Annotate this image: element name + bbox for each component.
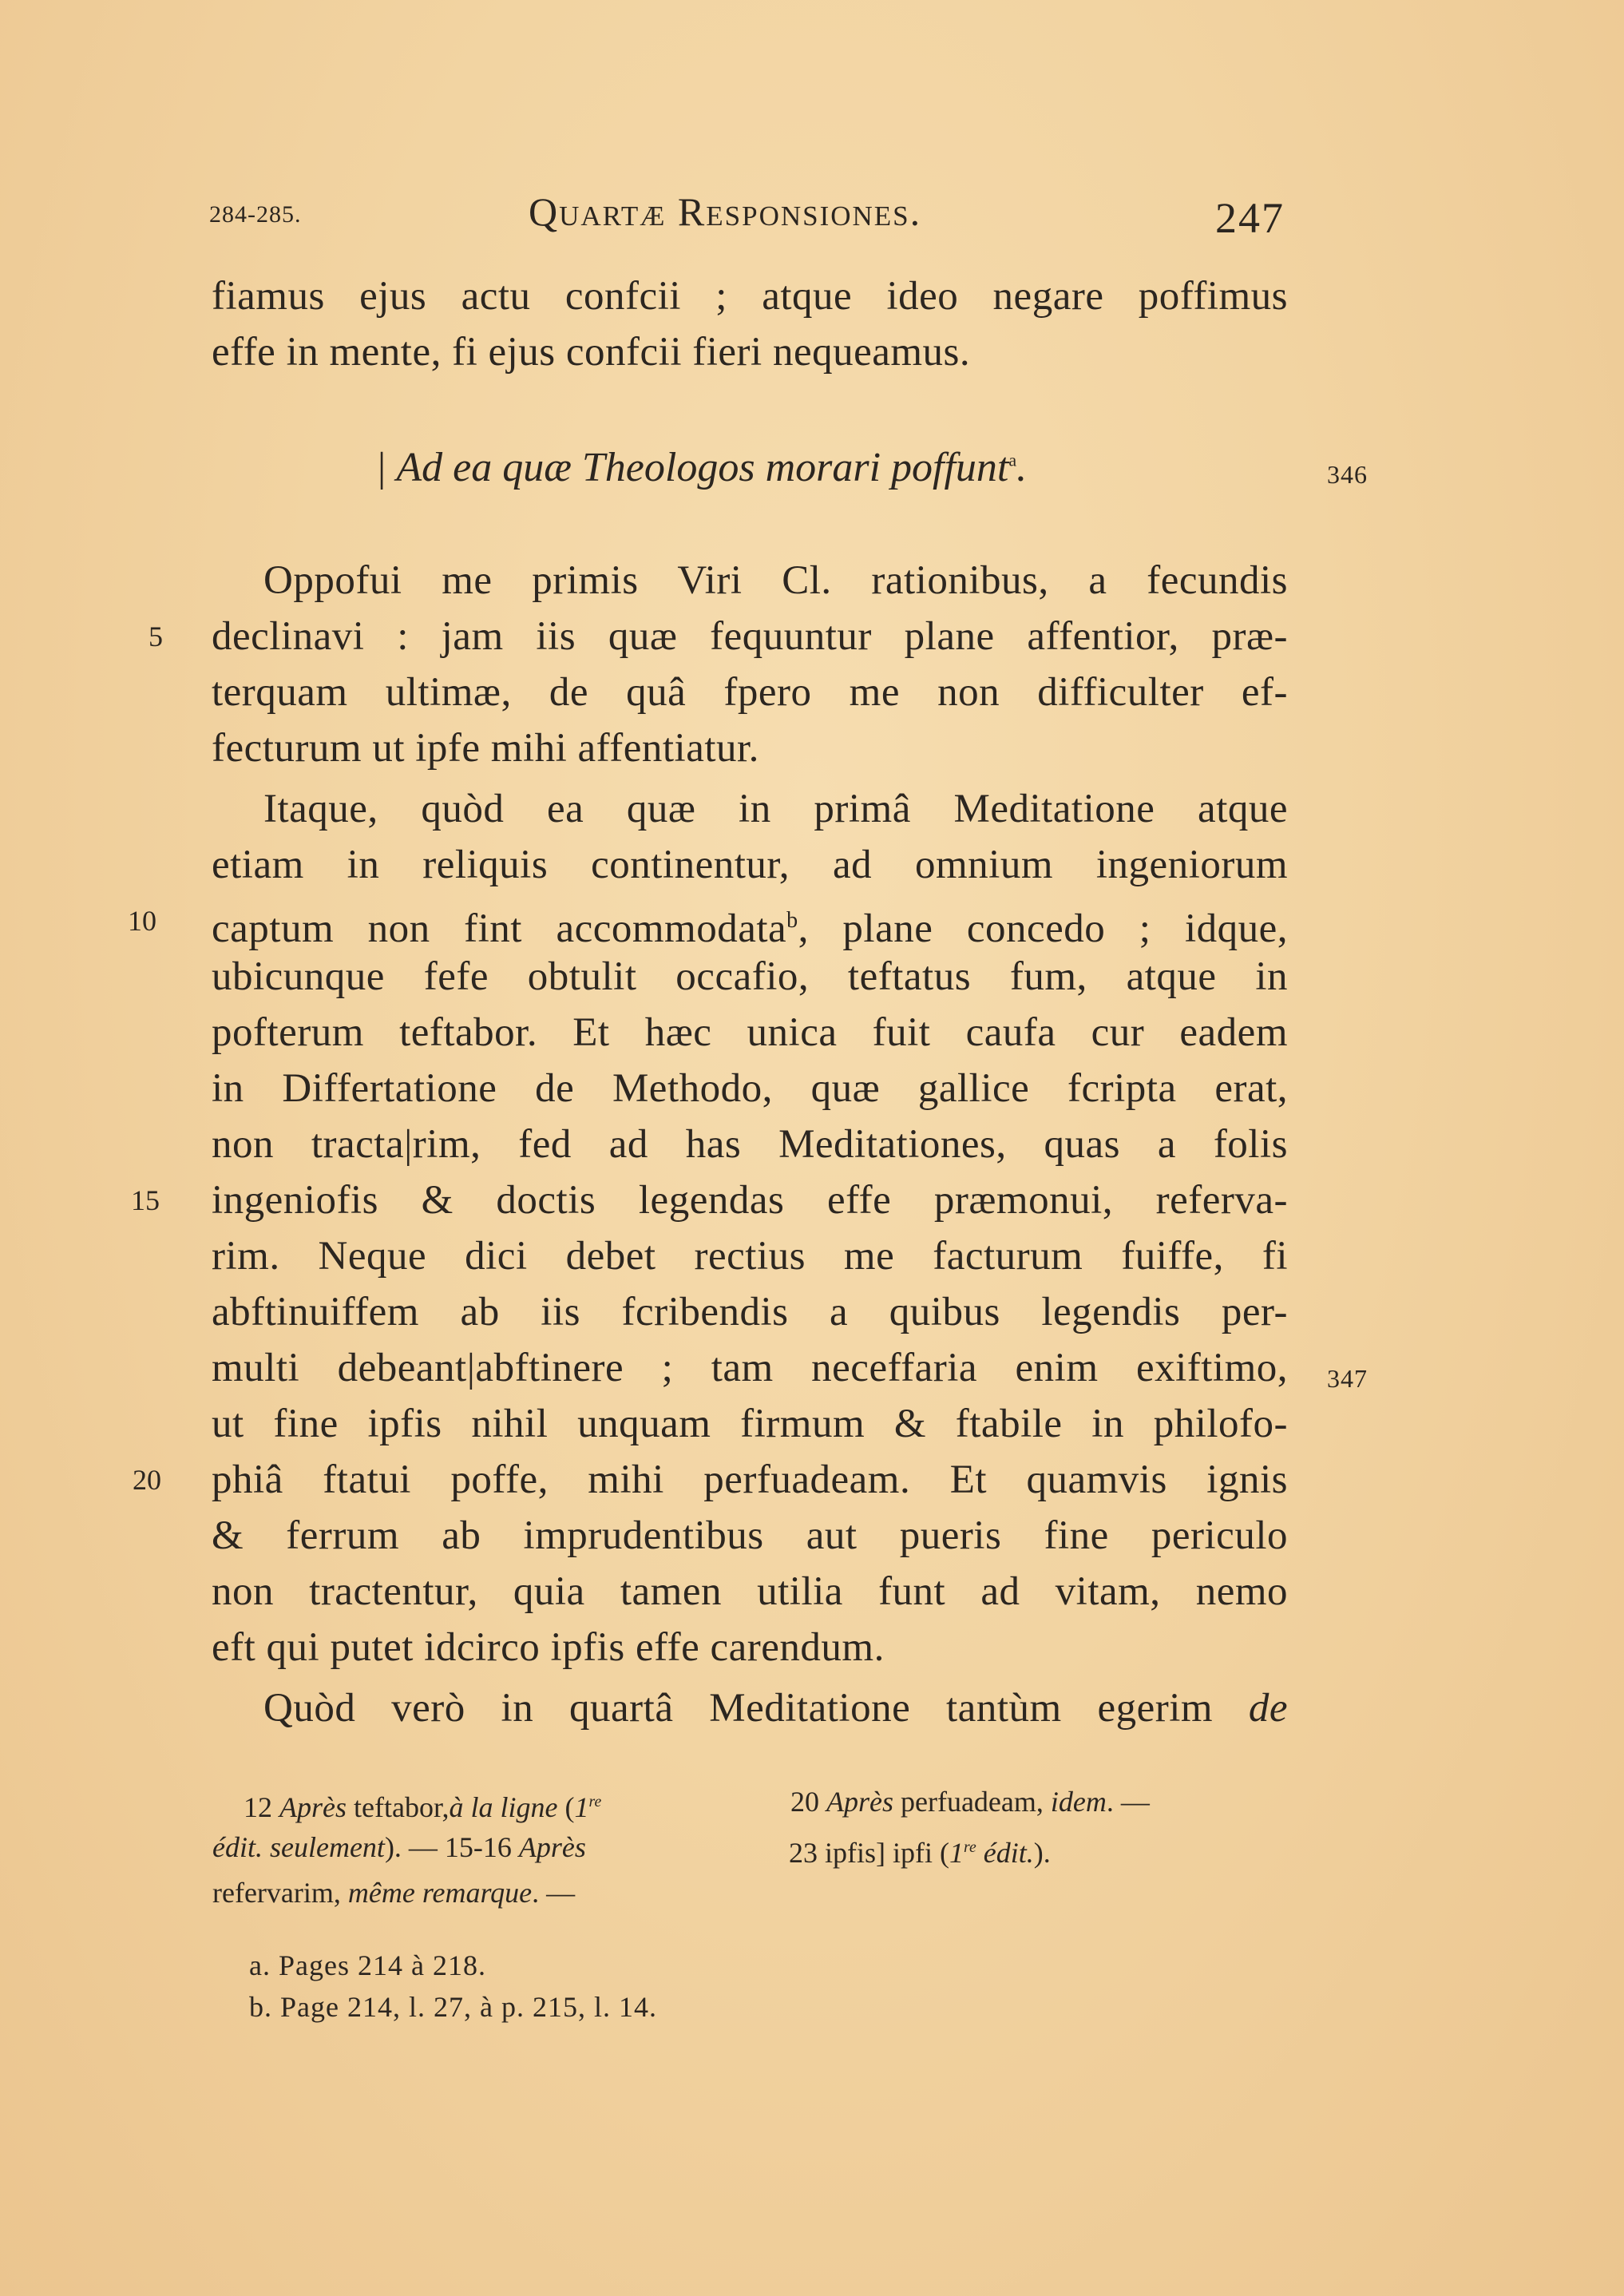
page-number: 247	[1215, 194, 1285, 242]
variant-note-text: . —	[1106, 1786, 1150, 1818]
body-line: abftinuiffem ab iis fcribendis a quibus legendis per-	[212, 1290, 1288, 1334]
body-line: phiâ ftatui poffe, mihi perfuadeam. Et quamvis ignis	[212, 1457, 1288, 1502]
variant-note-text: 23 ipfis] ipfi (	[789, 1837, 949, 1869]
variant-note-italic: même remarque	[347, 1877, 533, 1909]
footnote: a. Pages 214 à 218.	[249, 1949, 486, 1981]
variant-note-text: perfuadeam,	[901, 1786, 1044, 1818]
variant-note-text: (	[557, 1791, 575, 1823]
variant-note-line	[244, 1779, 601, 1830]
body-line: ingeniofis & doctis legendas effe præmonui, referva-	[212, 1178, 1288, 1223]
margin-number: 346	[1327, 460, 1368, 489]
variant-note-italic: Après	[279, 1791, 347, 1823]
line-number: 10	[128, 905, 156, 937]
header-page-range: 284-285.	[209, 201, 302, 228]
line-number: 15	[131, 1184, 160, 1216]
body-line: pofterum teftabor. Et hæc unica fuit caufa cur eadem	[212, 1010, 1288, 1055]
body-line	[263, 1680, 1288, 1736]
variant-note-text: teftabor,	[354, 1791, 450, 1823]
variant-note-number: 20	[790, 1786, 819, 1818]
footnote-mark: a	[1008, 450, 1017, 470]
variant-note-line	[790, 1779, 1150, 1824]
body-line: fiamus ejus actu confcii ; atque ideo negare poffimus	[212, 274, 1288, 319]
variant-note-italic: 1	[574, 1791, 589, 1823]
body-line: in Differtatione de Methodo, quæ gallice fcripta erat,	[212, 1066, 1288, 1111]
variant-note-italic: 1	[949, 1837, 964, 1869]
variant-note-text: ).	[1033, 1837, 1051, 1869]
running-title: Quartæ Responsiones.	[529, 189, 922, 234]
body-line-text: captum non fint accommodata	[212, 906, 787, 951]
body-line: non tracta|rim, fed ad has Meditationes, quas a folis	[212, 1122, 1288, 1167]
body-line: non tractentur, quia tamen utilia funt ad vitam, nemo	[212, 1569, 1288, 1614]
line-number: 20	[133, 1464, 161, 1496]
variant-note-italic: édit.	[983, 1837, 1034, 1869]
body-line: multi debeant|abftinere ; tam neceffaria enim exiftimo,	[212, 1346, 1288, 1390]
body-line: etiam in reliquis continentur, ad omnium ingeniorum	[212, 843, 1288, 887]
variant-note-text: ). — 15-16	[384, 1831, 512, 1863]
body-line: terquam ultimæ, de quâ fpero me non difficulter ef-	[212, 670, 1288, 715]
body-line: Oppofui me primis Viri Cl. rationibus, a fecundis	[263, 558, 1288, 603]
variant-note-italic: à la ligne	[449, 1791, 558, 1823]
variant-note-text: . —	[532, 1877, 576, 1909]
variant-note-italic: Après	[826, 1786, 893, 1818]
body-line-text: Quòd verò in quartâ Meditatione tantùm egerim	[263, 1686, 1214, 1731]
variant-note-line	[212, 1825, 586, 1870]
body-line: ubicunque fefe obtulit occafio, teftatus fum, atque in	[212, 954, 1288, 999]
section-heading	[375, 444, 1027, 491]
body-line-text: , plane concedo ; idque,	[798, 906, 1289, 951]
variant-note-line	[789, 1825, 1051, 1875]
margin-number: 347	[1327, 1364, 1368, 1393]
body-line-italic: de	[1248, 1686, 1289, 1731]
body-line: eft qui putet idcirco ipfis effe carendum.	[212, 1625, 885, 1670]
variant-note-italic: Après	[518, 1831, 586, 1863]
body-line: fecturum ut ipfe mihi affentiatur.	[212, 726, 759, 771]
body-line: rim. Neque dici debet rectius me facturum fuiffe, fi	[212, 1234, 1288, 1279]
line-number: 5	[149, 621, 163, 652]
footnote: b. Page 214, l. 27, à p. 215, l. 14.	[249, 1991, 657, 2023]
variant-note-italic: idem	[1050, 1786, 1107, 1818]
section-heading-text: | Ad ea quæ Theologos morari poffunt	[375, 445, 1009, 490]
section-heading-end: .	[1016, 445, 1028, 490]
variant-note-number: 12	[244, 1791, 272, 1823]
body-line: ut fine ipfis nihil unquam firmum & ftabile in philofo-	[212, 1402, 1288, 1446]
variant-note-line	[212, 1870, 575, 1915]
body-line: & ferrum ab imprudentibus aut pueris fine periculo	[212, 1513, 1288, 1558]
body-line	[212, 893, 1288, 957]
variant-note-sup: re	[588, 1793, 602, 1810]
variant-note-sup: re	[963, 1838, 976, 1856]
variant-note-text: refervarim,	[212, 1877, 341, 1909]
body-line: declinavi : jam iis quæ fequuntur plane affentior, præ-	[212, 614, 1288, 659]
variant-note-italic: édit. seulement	[212, 1831, 385, 1863]
footnote-mark: b	[786, 908, 798, 933]
body-line: Itaque, quòd ea quæ in primâ Meditatione atque	[263, 787, 1288, 831]
body-line: effe in mente, fi ejus confcii fieri nequeamus.	[212, 330, 971, 375]
